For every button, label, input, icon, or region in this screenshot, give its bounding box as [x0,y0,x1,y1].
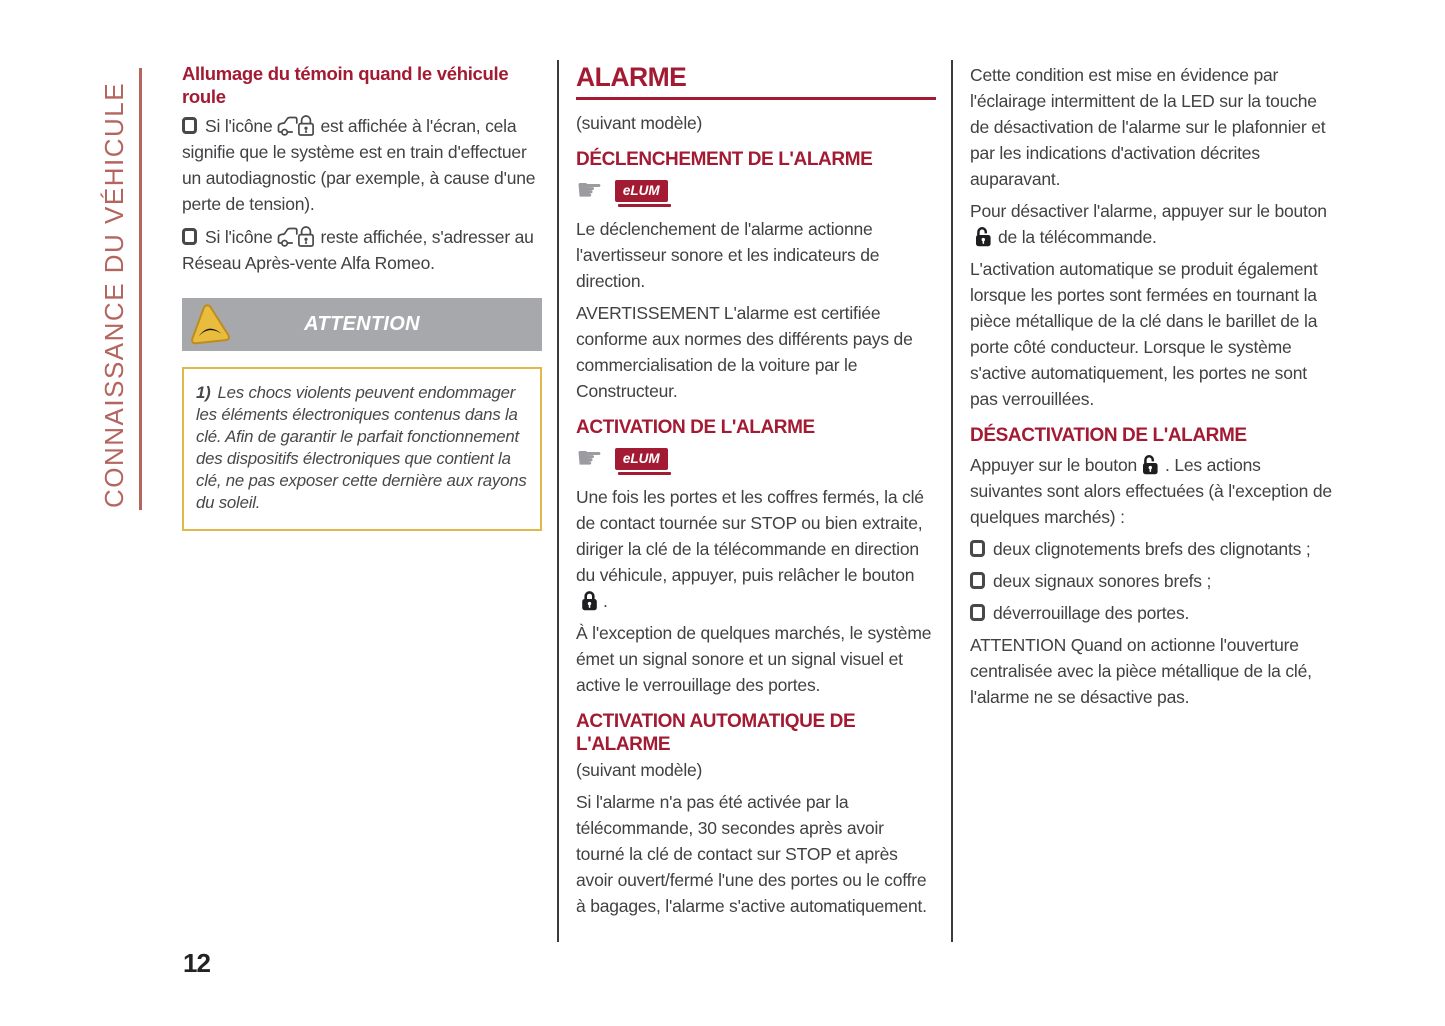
section-heading: DÉCLENCHEMENT DE L'ALARME [576,149,873,170]
paragraph: L'activation automatique se produit également lorsque les portes sont fermées en tournant la pièce métallique de la clé dans le barillet de la porte côté conducteur. Lorsque le système s'active automatiquement, les portes ne sont pas verrouillées. [970,259,1318,409]
note-number: 1) [196,383,211,402]
column-left [182,62,542,531]
pointing-hand-icon: ☛ [576,174,603,207]
list-item-text: reste affichée, s'adresser au Réseau Après-vente Alfa Romeo. [182,227,534,273]
list-item [970,568,1334,594]
paragraph [970,452,1334,530]
subtitle: (suivant modèle) [576,760,703,780]
column-right [970,62,1334,716]
paragraph: Cette condition est mise en évidence par l'éclairage intermittent de la LED sur la touche de désactivation de l'alarme sur le plafonnier et par les indications d'activation décrites auparavant. [970,65,1326,189]
list-item-text: deux clignotements brefs des clignotants ; [993,539,1311,559]
paragraph: AVERTISSEMENT L'alarme est certifiée conforme aux normes des différents pays de commercialisation de la voiture par le Constructeur. [576,303,913,401]
paragraph [970,198,1334,250]
list-item [182,112,542,217]
paragraph-text: . [603,591,608,611]
paragraph-text: Pour désactiver l'alarme, appuyer sur le bouton [970,201,1327,221]
paragraph: Si l'alarme n'a pas été activée par la télécommande, 30 secondes après avoir tourné la clé de contact sur STOP et après avoir ouvert/fermé l'une des portes ou le coffre à bagages, l'alarme s'active automatiquement. [576,792,927,916]
column-middle [576,62,936,925]
subtitle: (suivant modèle) [576,113,703,133]
lock-open-icon [1142,454,1160,475]
section-heading: ACTIVATION AUTOMATIQUE DE L'ALARME [576,711,856,755]
elum-badge-icon: eLUM [615,180,668,203]
square-bullet-icon [182,228,197,245]
paragraph-text: Appuyer sur le bouton [970,455,1138,475]
attention-banner [182,298,542,351]
section-heading: ACTIVATION DE L'ALARME [576,417,815,438]
warning-note-box [182,367,542,531]
list-item [182,223,542,276]
list-item [970,600,1334,626]
sidebar-rule [139,68,142,510]
paragraph [576,484,936,614]
section-heading: DÉSACTIVATION DE L'ALARME [970,425,1247,446]
square-bullet-icon [970,604,985,621]
note-text: Les chocs violents peuvent endommager les éléments électroniques contenus dans la clé. Afin de garantir le parfait fonctionnement des dispositifs électroniques que contient la clé, ne pas exposer cette dernière aux rayons du soleil. [196,383,527,512]
warning-triangle-icon [183,299,236,351]
list-item-text: est affichée à l'écran, cela signifie que le système est en train d'effectuer un autodiagnostic (par exemple, à cause d'une perte de tension). [182,116,536,214]
list-item-text: Si l'icône [205,116,273,136]
paragraph-text: . Les actions suivantes sont alors effectuées (à l'exception de quelques marchés) : [970,455,1332,527]
square-bullet-icon [182,117,197,134]
square-bullet-icon [970,572,985,589]
column-divider [557,60,559,942]
list-item [970,536,1334,562]
lock-closed-icon [581,590,598,611]
reference-icons [576,176,936,206]
page-number: 12 [183,948,210,978]
paragraph: À l'exception de quelques marchés, le système émet un signal sonore et un signal visuel et active le verrouillage des portes. [576,623,932,695]
elum-badge-icon: eLUM [615,448,668,471]
list-item-text: deux signaux sonores brefs ; [993,571,1212,591]
paragraph-text: Une fois les portes et les coffres fermés, la clé de contact tournée sur STOP ou bien extraite, diriger la clé de la télécommande en direction du véhicule, appuyer, puis relâcher le bouton [576,487,924,585]
reference-icons [576,444,936,474]
paragraph: ATTENTION Quand on actionne l'ouverture centralisée avec la pièce métallique de la clé, l'alarme ne se désactive pas. [970,635,1312,707]
pointing-hand-icon: ☛ [576,442,603,475]
paragraph-text: de la télécommande. [998,227,1157,247]
square-bullet-icon [970,540,985,557]
chapter-title: ALARME [576,62,936,100]
section-heading: Allumage du témoin quand le véhicule roule [182,63,509,107]
column-divider [951,60,953,942]
list-item-text: déverrouillage des portes. [993,603,1190,623]
paragraph: Le déclenchement de l'alarme actionne l'avertisseur sonore et les indicateurs de direction. [576,219,880,291]
lock-open-icon [975,226,993,247]
chapter-sidebar-label: CONNAISSANCE DU VÉHICULE [99,81,129,508]
car-with-lock-icon [277,112,317,138]
list-item-text: Si l'icône [205,227,273,247]
attention-label: ATTENTION [304,313,420,335]
car-with-lock-icon [277,223,317,249]
